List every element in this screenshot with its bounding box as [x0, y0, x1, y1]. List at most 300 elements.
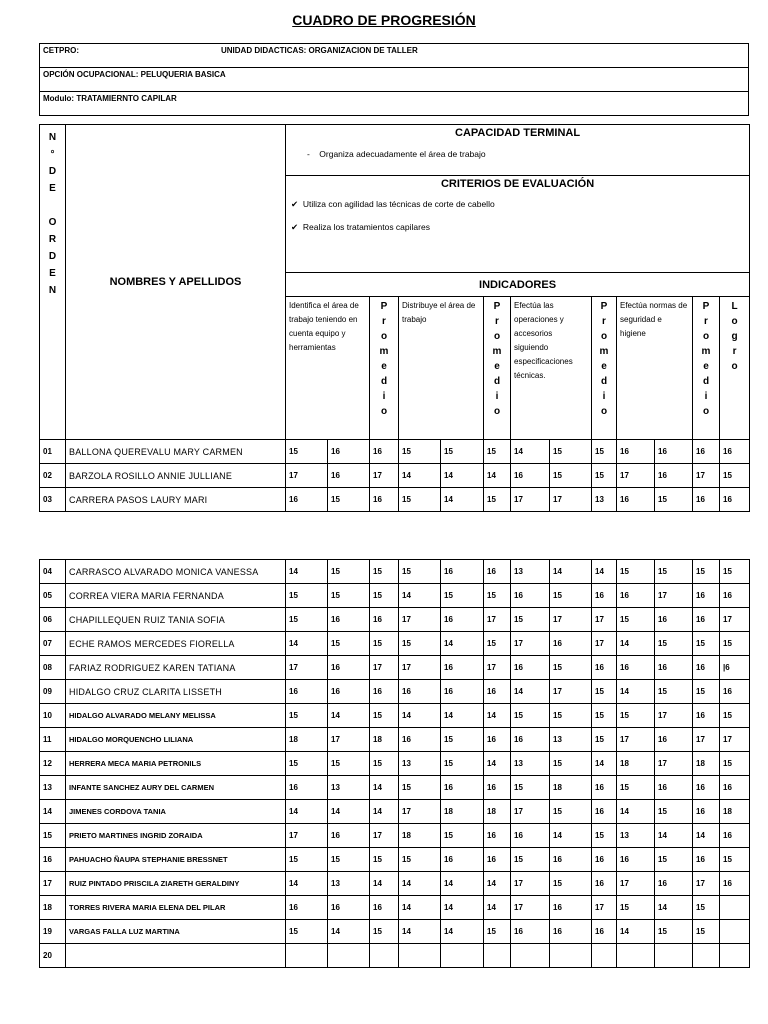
score-cell: 15 — [370, 584, 399, 608]
row-number: 01 — [40, 440, 66, 464]
score-cell: 14 — [370, 776, 399, 800]
student-name: RUIZ PINTADO PRISCILA ZIARETH GERALDINY — [66, 872, 286, 896]
score-cell: 17 — [655, 752, 693, 776]
vertical-letter: N — [48, 132, 57, 143]
table-row — [40, 776, 750, 800]
score-cell: 16 — [592, 848, 617, 872]
table-row — [40, 848, 750, 872]
score-cell: 16 — [655, 656, 693, 680]
row-number: 13 — [40, 776, 66, 800]
score-cell: 17 — [370, 656, 399, 680]
score-cell: 14 — [511, 440, 550, 464]
info-row-modulo — [40, 92, 749, 116]
score-cell: 13 — [592, 488, 617, 512]
score-cell: 16 — [484, 560, 511, 584]
score-cell: 15 — [550, 800, 592, 824]
vertical-letter: P — [600, 301, 608, 312]
score-cell: 14 — [441, 464, 484, 488]
capacidad-title: CAPACIDAD TERMINAL — [455, 127, 581, 139]
score-cell: 17 — [511, 872, 550, 896]
vertical-letter: m — [379, 346, 389, 357]
score-cell: 15 — [592, 440, 617, 464]
score-cell: 15 — [286, 848, 328, 872]
student-name: HIDALGO CRUZ CLARITA LISSETH — [66, 680, 286, 704]
score-cell: 15 — [370, 632, 399, 656]
score-cell: 15 — [655, 632, 693, 656]
vertical-letter: i — [495, 391, 499, 402]
score-cell: 16 — [441, 848, 484, 872]
score-cell: 17 — [286, 824, 328, 848]
score-cell: 18 — [286, 728, 328, 752]
vertical-letter: E — [49, 183, 56, 194]
score-cell: 17 — [286, 464, 328, 488]
score-cell: 17 — [511, 488, 550, 512]
score-cell: 16 — [370, 488, 399, 512]
table-row — [40, 728, 750, 752]
score-cell: 15 — [484, 584, 511, 608]
score-cell — [720, 920, 750, 944]
score-cell: 17 — [693, 872, 720, 896]
score-cell: 15 — [550, 584, 592, 608]
row-number: 11 — [40, 728, 66, 752]
row-number: 04 — [40, 560, 66, 584]
score-cell: 14 — [286, 872, 328, 896]
vertical-letter: r — [495, 316, 499, 327]
score-cell: 17 — [655, 704, 693, 728]
score-cell: 16 — [617, 656, 655, 680]
vertical-letter: o — [600, 406, 608, 417]
score-cell: 15 — [550, 872, 592, 896]
score-cell — [655, 944, 693, 968]
row-number: 03 — [40, 488, 66, 512]
row-number: 10 — [40, 704, 66, 728]
score-cell: 14 — [441, 704, 484, 728]
score-cell: 15 — [441, 440, 484, 464]
score-cell: 15 — [399, 632, 441, 656]
score-cell: 16 — [328, 680, 370, 704]
score-cell: 14 — [655, 896, 693, 920]
score-cell: 16 — [693, 584, 720, 608]
vertical-letter: r — [732, 346, 737, 357]
score-cell: 15 — [617, 776, 655, 800]
row-number: 08 — [40, 656, 66, 680]
score-cell: 16 — [370, 440, 399, 464]
score-cell: 16 — [328, 464, 370, 488]
student-name: INFANTE SANCHEZ AURY DEL CARMEN — [66, 776, 286, 800]
score-cell: 16 — [693, 704, 720, 728]
table-row — [40, 752, 750, 776]
score-cell: 14 — [441, 632, 484, 656]
score-cell: 14 — [484, 752, 511, 776]
score-cell: 16 — [655, 440, 693, 464]
vertical-letter: d — [380, 376, 388, 387]
score-cell: 16 — [693, 656, 720, 680]
vertical-letter: r — [602, 316, 606, 327]
score-cell: 16 — [550, 632, 592, 656]
criterios-title: CRITERIOS DE EVALUACIÓN — [440, 178, 595, 190]
score-cell: 15 — [617, 608, 655, 632]
table-row — [40, 440, 750, 464]
score-cell: 14 — [370, 872, 399, 896]
score-cell: 14 — [511, 680, 550, 704]
vertical-letter: o — [731, 361, 738, 372]
score-cell: 15 — [370, 560, 399, 584]
score-cell: 16 — [693, 800, 720, 824]
score-cell: 16 — [693, 488, 720, 512]
score-cell: 15 — [655, 848, 693, 872]
score-cell — [286, 944, 328, 968]
score-cell: 15 — [441, 728, 484, 752]
score-cell: 17 — [550, 488, 592, 512]
score-cell: 17 — [484, 656, 511, 680]
criterio-item: ✔ Realiza los tratamientos capilares — [291, 222, 430, 232]
vertical-letter: o — [702, 331, 710, 342]
score-cell: 15 — [484, 632, 511, 656]
vertical-letter: E — [49, 268, 56, 279]
score-cell: 15 — [693, 560, 720, 584]
capacidad-item: - Organiza adecuadamente el área de trabajo — [307, 149, 486, 159]
score-cell: 15 — [550, 464, 592, 488]
score-cell: 16 — [720, 872, 750, 896]
score-cell: 16 — [592, 776, 617, 800]
vertical-letter: o — [380, 331, 388, 342]
table-row — [40, 896, 750, 920]
vertical-letter: d — [600, 376, 608, 387]
score-cell: 15 — [720, 848, 750, 872]
score-cell: 14 — [286, 800, 328, 824]
info-row-cetpro — [40, 44, 749, 68]
student-name: CORREA VIERA MARIA FERNANDA — [66, 584, 286, 608]
score-cell: 15 — [370, 704, 399, 728]
score-cell: 16 — [693, 440, 720, 464]
student-name: CHAPILLEQUEN RUIZ TANIA SOFIA — [66, 608, 286, 632]
student-name: HIDALGO MORQUENCHO LILIANA — [66, 728, 286, 752]
student-name: HERRERA MECA MARIA PETRONILS — [66, 752, 286, 776]
indicadores-title: INDICADORES — [286, 273, 750, 297]
vertical-letter: P — [702, 301, 710, 312]
score-cell: 14 — [550, 824, 592, 848]
table-row — [40, 800, 750, 824]
score-cell: 15 — [328, 848, 370, 872]
score-cell: 15 — [592, 680, 617, 704]
score-cell: 17 — [617, 728, 655, 752]
vertical-letter: D — [48, 166, 57, 177]
score-cell: 15 — [399, 848, 441, 872]
score-cell: 15 — [441, 824, 484, 848]
score-cell: 15 — [511, 704, 550, 728]
score-cell: 14 — [441, 896, 484, 920]
row-number: 19 — [40, 920, 66, 944]
score-cell: 18 — [693, 752, 720, 776]
score-cell: 15 — [655, 488, 693, 512]
score-cell: 14 — [441, 488, 484, 512]
score-cell: 17 — [511, 632, 550, 656]
table-row — [40, 920, 750, 944]
score-cell: 13 — [617, 824, 655, 848]
score-cell: 15 — [693, 680, 720, 704]
info-row-opcion — [40, 68, 749, 92]
score-cell: 14 — [286, 560, 328, 584]
score-cell: 15 — [370, 848, 399, 872]
vertical-letter: d — [702, 376, 710, 387]
score-cell: 16 — [328, 896, 370, 920]
score-cell: 16 — [511, 920, 550, 944]
table-row — [40, 560, 750, 584]
vertical-letter: i — [382, 391, 386, 402]
student-name: CARRASCO ALVARADO MONICA VANESSA — [66, 560, 286, 584]
student-name: BARZOLA ROSILLO ANNIE JULLIANE — [66, 464, 286, 488]
score-cell: 16 — [286, 896, 328, 920]
score-cell: 18 — [370, 728, 399, 752]
score-cell: 15 — [511, 848, 550, 872]
score-cell: 17 — [655, 584, 693, 608]
score-cell: 15 — [655, 920, 693, 944]
score-cell: 15 — [617, 560, 655, 584]
student-name — [66, 944, 286, 968]
score-cell: 15 — [617, 704, 655, 728]
capacidad-box — [286, 125, 750, 176]
score-cell: 16 — [484, 848, 511, 872]
score-cell: 17 — [693, 464, 720, 488]
vertical-letter: g — [731, 331, 738, 342]
score-cell: 14 — [399, 920, 441, 944]
score-cell: 16 — [617, 488, 655, 512]
vertical-letter: P — [493, 301, 501, 312]
score-cell: 16 — [550, 848, 592, 872]
nombres-header: NOMBRES Y APELLIDOS — [66, 125, 286, 440]
score-cell: 17 — [617, 872, 655, 896]
score-cell: 15 — [511, 608, 550, 632]
score-cell — [328, 944, 370, 968]
table-row — [40, 608, 750, 632]
score-cell: 16 — [441, 608, 484, 632]
score-cell: 16 — [328, 608, 370, 632]
score-cell: 17 — [550, 608, 592, 632]
score-cell: 17 — [370, 464, 399, 488]
score-cell: 16 — [655, 608, 693, 632]
score-cell: 16 — [720, 680, 750, 704]
score-cell — [484, 944, 511, 968]
table-row — [40, 704, 750, 728]
score-cell: 15 — [441, 752, 484, 776]
score-cell: 15 — [720, 752, 750, 776]
row-number: 15 — [40, 824, 66, 848]
student-name: BALLONA QUEREVALU MARY CARMEN — [66, 440, 286, 464]
score-cell: 16 — [370, 608, 399, 632]
score-cell: 14 — [399, 584, 441, 608]
score-cell: 15 — [720, 560, 750, 584]
score-cell: 15 — [550, 704, 592, 728]
row-number: 06 — [40, 608, 66, 632]
promedio-header — [370, 297, 399, 440]
score-cell: 16 — [693, 848, 720, 872]
score-cell: 15 — [286, 584, 328, 608]
vertical-letter: P — [380, 301, 388, 312]
vertical-letter: e — [601, 361, 607, 372]
vertical-letter — [43, 197, 62, 214]
score-cell: 14 — [441, 872, 484, 896]
score-cell: 15 — [655, 560, 693, 584]
score-cell: 18 — [617, 752, 655, 776]
score-cell: 17 — [399, 800, 441, 824]
row-number: 20 — [40, 944, 66, 968]
score-cell: 16 — [655, 464, 693, 488]
score-cell: 14 — [550, 560, 592, 584]
score-cell: 16 — [484, 776, 511, 800]
vertical-letter: N — [48, 285, 57, 296]
score-cell: 14 — [617, 800, 655, 824]
score-cell: 14 — [693, 824, 720, 848]
score-cell: 15 — [550, 752, 592, 776]
score-cell: |6 — [720, 656, 750, 680]
table-row — [40, 656, 750, 680]
score-cell: 16 — [617, 848, 655, 872]
score-cell: 15 — [328, 632, 370, 656]
score-cell: 15 — [399, 560, 441, 584]
student-name: JIMENES CORDOVA TANIA — [66, 800, 286, 824]
score-cell: 16 — [441, 776, 484, 800]
score-cell: 16 — [617, 440, 655, 464]
score-cell — [511, 944, 550, 968]
score-cell: 16 — [720, 776, 750, 800]
score-cell: 15 — [328, 560, 370, 584]
score-cell: 17 — [370, 824, 399, 848]
orden-header — [40, 125, 66, 440]
vertical-letter: D — [48, 251, 57, 262]
score-cell: 14 — [655, 824, 693, 848]
score-cell: 14 — [484, 464, 511, 488]
score-cell: 16 — [441, 560, 484, 584]
vertical-letter: d — [493, 376, 501, 387]
score-cell: 16 — [655, 728, 693, 752]
score-cell: 15 — [592, 704, 617, 728]
score-cell: 15 — [655, 680, 693, 704]
student-name: PRIETO MARTINES INGRID ZORAIDA — [66, 824, 286, 848]
score-cell: 16 — [693, 608, 720, 632]
score-cell: 15 — [328, 488, 370, 512]
score-cell — [693, 944, 720, 968]
table-row — [40, 464, 750, 488]
table-row — [40, 944, 750, 968]
score-cell: 17 — [617, 464, 655, 488]
score-cell: 16 — [286, 776, 328, 800]
row-number: 16 — [40, 848, 66, 872]
table-row — [40, 872, 750, 896]
opcion-label: OPCIÓN OCUPACIONAL: PELUQUERIA BASICA — [40, 68, 749, 92]
score-cell: 17 — [592, 608, 617, 632]
score-cell: 18 — [550, 776, 592, 800]
score-cell: 14 — [441, 920, 484, 944]
score-cell: 16 — [720, 584, 750, 608]
score-cell: 16 — [370, 680, 399, 704]
score-cell: 16 — [511, 656, 550, 680]
promedio-header — [592, 297, 617, 440]
student-name: PAHUACHO ÑAUPA STEPHANIE BRESSNET — [66, 848, 286, 872]
vertical-letter: m — [492, 346, 502, 357]
score-cell: 15 — [511, 776, 550, 800]
table-row — [40, 584, 750, 608]
score-cell: 16 — [511, 824, 550, 848]
score-cell: 16 — [328, 824, 370, 848]
vertical-letter: L — [731, 301, 738, 312]
score-cell: 15 — [484, 488, 511, 512]
promedio-header — [484, 297, 511, 440]
vertical-letter: o — [600, 331, 608, 342]
vertical-letter: o — [380, 406, 388, 417]
score-cell: 15 — [484, 440, 511, 464]
score-cell: 18 — [720, 800, 750, 824]
score-cell: 15 — [399, 440, 441, 464]
row-number: 14 — [40, 800, 66, 824]
score-cell — [370, 944, 399, 968]
score-cell: 18 — [399, 824, 441, 848]
score-cell: 16 — [511, 464, 550, 488]
score-cell: 14 — [617, 632, 655, 656]
cetpro-label: CETPRO: — [43, 46, 79, 55]
indicador-2: Distribuye el área de trabajo — [399, 297, 484, 440]
score-cell: 17 — [720, 728, 750, 752]
vertical-letter: m — [599, 346, 609, 357]
row-number: 02 — [40, 464, 66, 488]
vertical-letter: e — [494, 361, 500, 372]
info-table — [39, 43, 749, 116]
row-number: 17 — [40, 872, 66, 896]
score-cell: 17 — [328, 728, 370, 752]
score-cell: 16 — [441, 656, 484, 680]
score-cell: 16 — [511, 584, 550, 608]
score-cell: 15 — [286, 440, 328, 464]
score-cell: 17 — [720, 608, 750, 632]
vertical-letter: i — [704, 391, 708, 402]
score-cell: 15 — [693, 632, 720, 656]
vertical-letter: o — [493, 331, 501, 342]
modulo-label: Modulo: TRATAMIERNTO CAPILAR — [40, 92, 749, 116]
score-cell: 16 — [720, 488, 750, 512]
vertical-letter: e — [703, 361, 709, 372]
score-cell: 16 — [655, 872, 693, 896]
score-cell: 16 — [511, 728, 550, 752]
row-number: 12 — [40, 752, 66, 776]
score-cell: 14 — [399, 896, 441, 920]
student-name: VARGAS FALLA LUZ MARTINA — [66, 920, 286, 944]
score-cell: 14 — [617, 920, 655, 944]
score-cell: 14 — [484, 704, 511, 728]
score-cell: 15 — [617, 896, 655, 920]
progress-table — [39, 124, 750, 968]
score-cell — [617, 944, 655, 968]
score-cell — [720, 896, 750, 920]
score-cell: 16 — [592, 872, 617, 896]
score-cell: 16 — [286, 488, 328, 512]
score-cell: 17 — [484, 608, 511, 632]
score-cell: 14 — [592, 560, 617, 584]
table-row — [40, 488, 750, 512]
row-number: 07 — [40, 632, 66, 656]
score-cell: 16 — [592, 656, 617, 680]
score-cell: 18 — [441, 800, 484, 824]
vertical-letter: O — [48, 217, 57, 228]
score-cell: 13 — [328, 872, 370, 896]
score-cell: 15 — [592, 728, 617, 752]
score-cell: 15 — [720, 632, 750, 656]
score-cell: 15 — [286, 704, 328, 728]
student-name: ECHE RAMOS MERCEDES FIORELLA — [66, 632, 286, 656]
vertical-letter: ° — [50, 149, 55, 160]
score-cell: 16 — [617, 584, 655, 608]
vertical-letter: e — [381, 361, 387, 372]
table-row — [40, 632, 750, 656]
score-cell: 17 — [592, 632, 617, 656]
